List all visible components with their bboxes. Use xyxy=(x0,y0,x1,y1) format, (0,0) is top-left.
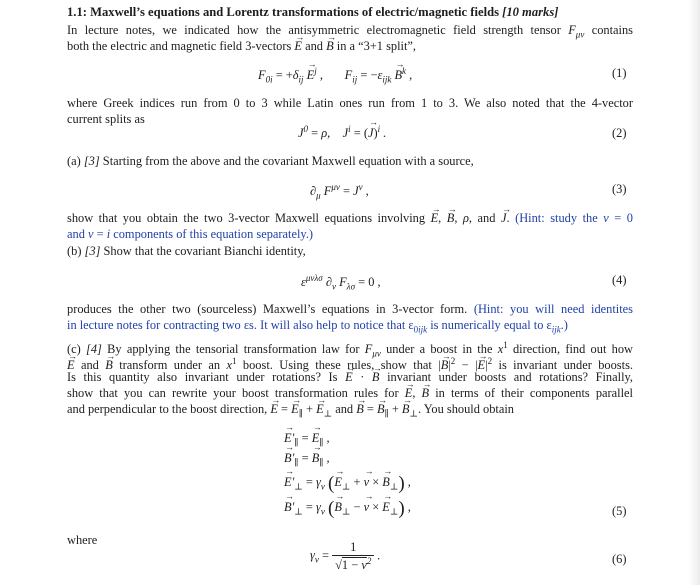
part-c-line-5: and perpendicular to the boost direction, → E = → $E_\parallel$ + → $E_\perp$ and → B = → $B_\parallel$ + → $B_\perp$. You should obtain xyxy=(67,401,633,421)
equation-5b: → $B'_\parallel$ = → $B_\parallel$ , xyxy=(284,451,330,468)
part-b-line-1: produces the other two (sourceless) Maxwell’s equations in 3-vector form. (Hint: you will need identites xyxy=(67,302,633,316)
intro-line-1: In lecture notes, we indicated how the antisymmetric electromagnetic field strength tensor $F_{\mu\nu}$ contains xyxy=(67,23,633,40)
equation-6-number: (6) xyxy=(612,552,627,566)
equation-5c: → $E'_\perp = \gamma_v$ (→ $E_\perp$ + → v × → $B_\perp$) , xyxy=(284,473,411,495)
problem-title xyxy=(67,4,633,20)
after-eq1-line-2: current splits as xyxy=(67,112,145,126)
equation-2-number: (2) xyxy=(612,126,627,140)
intro-line-2: both the electric and magnetic field 3-vectors → E and → B in a “3+1 split”, xyxy=(67,38,633,54)
equation-1: $F_{0i} = +\delta_{ij} \to E^j$ , $F_{ij} = -\varepsilon_{ijk} \to B^k$ , xyxy=(258,66,412,85)
part-b-hint-line-2: in lecture notes for contracting two εs. It will also help to notice that $\varepsilon_{0ijk}$ is numerically equal to $\varepsilon_{ijk}$.) xyxy=(67,318,568,335)
where-label: where xyxy=(67,533,98,547)
equation-5a: → $E'_\parallel$ = → $E_\parallel$ , xyxy=(284,431,330,448)
equation-5d: → $B'_\perp = \gamma_v$ (→ $B_\perp$ − → v × → $E_\perp$) , xyxy=(284,498,411,520)
equation-3: $\partial_\mu$ $F^{\mu\nu} = J^\nu$ , xyxy=(310,182,369,201)
part-c-line-3: Is this quantity also invariant under rotations? Is → E · → B invariant under boosts and rotations? Finally, xyxy=(67,369,633,385)
equation-3-number: (3) xyxy=(612,182,627,196)
part-c-line-1: (c) [4] By applying the tensorial transformation law for $F_{\mu\nu}$ under a boost in the $x^1$ direction, find out how xyxy=(67,340,633,359)
part-a-hint: (Hint: study the ν = 0 xyxy=(515,211,633,225)
scan-edge-shadow xyxy=(688,0,700,585)
part-c-line-2: → E and → B transform under an $x^1$ boost. Using these rules, show that |→ $B|^2$ − |→ $E|^2$ is invariant under boosts. xyxy=(67,353,633,373)
equation-4-number: (4) xyxy=(612,273,627,287)
part-a-heading: (a) [3] Starting from the above and the covariant Maxwell equation with a source, xyxy=(67,154,474,168)
equation-1-number: (1) xyxy=(612,66,627,80)
part-a-hint-line-2: and ν = i components of this equation separately.) xyxy=(67,227,314,241)
equation-2: $J^0 = \rho$, $J^i$ = (→ J)$^i$ . xyxy=(298,124,386,141)
equation-4: $\varepsilon^{\mu\nu\lambda\sigma}$ $\partial_\nu$ $F_{\lambda\sigma} = 0$ , xyxy=(301,273,381,292)
part-b-heading: (b) [3] Show that the covariant Bianchi identity, xyxy=(67,244,306,258)
part-a-line-1: show that you obtain the two 3-vector Maxwell equations involving → E, → B, ρ, and → J. (Hint: study the ν = 0 xyxy=(67,210,633,226)
problem-title-text: 1.1: Maxwell’s equations and Lorentz transformations of electric/magnetic fields [10 marks] xyxy=(67,5,559,19)
equation-6: $\gamma_v$ = $\frac{1}{√1 - v^2}$ . xyxy=(310,540,381,573)
equation-5-number: (5) xyxy=(612,504,627,518)
part-c-line-4: show that you can rewrite your boost transformation rules for → E, → B in terms of their components parallel xyxy=(67,385,633,401)
part-b-hint: (Hint: you will need identites xyxy=(473,302,633,316)
after-eq1-line-1: where Greek indices run from 0 to 3 while Latin ones run from 1 to 3. We also noted that the 4-vector xyxy=(67,96,633,110)
